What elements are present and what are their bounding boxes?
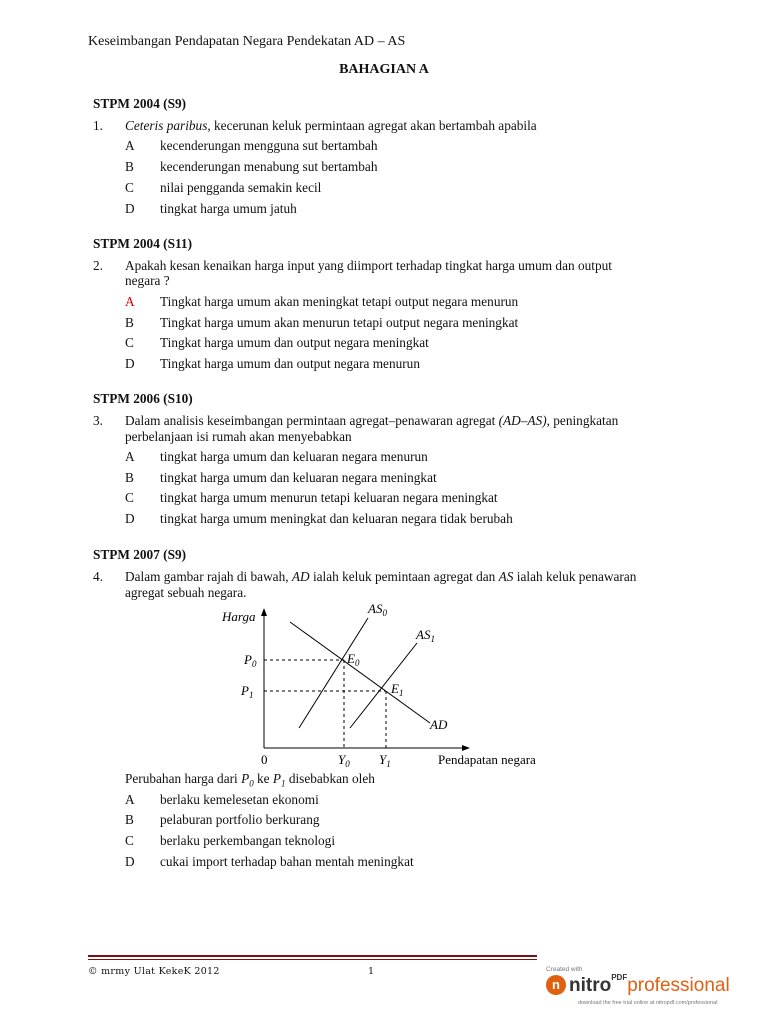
y-axis-label: Harga (222, 609, 256, 624)
option-letter: A (125, 449, 135, 464)
ad-as-diagram (210, 598, 570, 770)
option-letter: B (125, 159, 134, 174)
nitro-brand: nitro (569, 975, 612, 996)
question-followup (125, 771, 375, 789)
y1-letter: Y (379, 752, 387, 767)
y1-subscript: 1 (386, 759, 391, 769)
question-number: 2. (93, 258, 103, 273)
x-axis-arrow (462, 745, 470, 751)
question-text: negara ? (125, 273, 170, 288)
option-text: tingkat harga umum jatuh (160, 201, 297, 216)
followup-p1 (272, 771, 286, 789)
as0-curve (299, 618, 368, 728)
option-text: Tingkat harga umum akan meningkat tetapi output negara menurun (160, 294, 519, 309)
p1-letter: P (241, 683, 249, 698)
as1-letters: AS (416, 627, 431, 642)
as1-label (415, 627, 435, 644)
ad-curve (290, 622, 430, 723)
as1-curve (350, 643, 417, 728)
as0-letters: AS (368, 601, 383, 616)
question-number: 3. (93, 413, 103, 428)
option-text: kecenderungan menabung sut bertambah (160, 159, 378, 174)
question-text-part: ialah keluk pemintaan agregat dan (309, 569, 499, 584)
option-letter: D (125, 356, 135, 371)
option-letter-highlighted: A (125, 294, 135, 309)
option-text: tingkat harga umum dan keluaran negara meningkat (160, 470, 437, 485)
option-text: tingkat harga umum meningkat dan keluaran negara tidak berubah (160, 511, 513, 526)
question-text-part: Dalam analisis keseimbangan permintaan agregat–penawaran agregat (125, 413, 499, 428)
y-axis-arrow (261, 608, 267, 616)
question-text (125, 569, 636, 585)
as0-subscript: 0 (382, 608, 387, 618)
option-text: Tingkat harga umum dan output negara menurun (160, 356, 420, 371)
option-text: cukai import terhadap bahan mentah meningkat (160, 854, 414, 869)
question-source: STPM 2007 (S9) (93, 547, 187, 562)
e0-letter: E (347, 651, 355, 666)
followup-part: ke (253, 771, 273, 786)
question-text-italic: Ceteris paribus (125, 118, 208, 133)
as1-subscript: 1 (430, 634, 435, 644)
y1-label (379, 752, 391, 769)
y0-subscript: 0 (345, 759, 350, 769)
option-text: tingkat harga umum dan keluaran negara menurun (160, 449, 428, 464)
option-letter: B (125, 470, 134, 485)
running-header: Keseimbangan Pendapatan Negara Pendekatan AD – AS (88, 34, 406, 49)
question-text: perbelanjaan isi rumah akan menyebabkan (125, 429, 352, 444)
nitro-logo (546, 975, 730, 997)
y0-label (338, 752, 350, 769)
option-letter: B (125, 315, 134, 330)
followup-p1-sub: 1 (281, 778, 286, 789)
followup-p1-letter: P (272, 771, 282, 786)
option-text: nilai pengganda semakin kecil (160, 180, 322, 195)
question-source: STPM 2006 (S10) (93, 391, 193, 406)
option-text: berlaku perkembangan teknologi (160, 833, 336, 848)
question-text-italic: AS (498, 569, 514, 584)
option-letter: D (125, 511, 135, 526)
option-letter: C (125, 335, 134, 350)
p0-label (243, 652, 257, 669)
p1-subscript: 1 (248, 690, 254, 700)
x-axis-label: Pendapatan negara (438, 752, 536, 767)
option-text: Tingkat harga umum akan menurun tetapi output negara meningkat (160, 315, 519, 330)
option-text: tingkat harga umum menurun tetapi keluaran negara meningkat (160, 490, 498, 505)
e1-label (390, 681, 403, 698)
question-text (125, 413, 618, 429)
as0-label (367, 601, 387, 618)
option-letter: D (125, 854, 135, 869)
p0-letter: P (244, 652, 252, 667)
footer-copyright: © mrmy Ulat KekeK 2012 (88, 966, 220, 977)
question-text-italic: AD (291, 569, 310, 584)
option-text: berlaku kemelesetan ekonomi (160, 792, 319, 807)
question-text-part: ialah keluk penawaran (513, 569, 637, 584)
nitro-product: professional (627, 975, 730, 996)
ad-label: AD (430, 717, 448, 732)
option-letter: D (125, 201, 135, 216)
y0-letter: Y (338, 752, 346, 767)
option-letter: A (125, 138, 135, 153)
option-letter: B (125, 812, 134, 827)
watermark-tagline: download the free trial online at nitropdf.com/professional (578, 1000, 718, 1006)
nitro-icon: n (546, 975, 566, 995)
question-text-italic: (AD–AS) (498, 413, 547, 428)
option-text: pelaburan portfolio berkurang (160, 812, 320, 827)
p0-subscript: 0 (251, 659, 257, 669)
followup-p0 (241, 771, 254, 789)
followup-part: Perubahan harga dari (125, 771, 242, 786)
question-source: STPM 2004 (S11) (93, 236, 192, 251)
question-text: agregat sebuah negara. (125, 585, 247, 600)
e0-label (346, 651, 360, 668)
e1-subscript: 1 (398, 688, 404, 698)
section-title: BAHAGIAN A (339, 62, 429, 77)
question-text (125, 118, 537, 134)
footer-rule-thin (88, 959, 537, 960)
e1-letter: E (391, 681, 399, 696)
option-text: Tingkat harga umum dan output negara meningkat (160, 335, 429, 350)
watermark-created-with: Created with (546, 966, 583, 973)
p1-label (240, 683, 253, 700)
footer-rule-thick (88, 955, 537, 957)
option-letter: C (125, 833, 134, 848)
nitro-pdf-sup: PDF (611, 973, 628, 982)
e0-subscript: 0 (354, 658, 360, 668)
option-letter: C (125, 180, 134, 195)
question-text: Apakah kesan kenaikan harga input yang diimport terhadap tingkat harga umum dan output (125, 258, 612, 273)
question-text-part: , peningkatan (546, 413, 619, 428)
option-letter: C (125, 490, 134, 505)
option-letter: A (125, 792, 135, 807)
page-number: 1 (368, 966, 375, 977)
followup-p0-letter: P (241, 771, 250, 786)
question-number: 1. (93, 118, 103, 133)
question-text-part: Dalam gambar rajah di bawah, (125, 569, 292, 584)
option-text: kecenderungan mengguna sut bertambah (160, 138, 378, 153)
origin-label: 0 (261, 752, 268, 767)
question-text-rest: , kecerunan keluk permintaan agregat akan bertambah apabila (207, 118, 537, 133)
question-number: 4. (93, 569, 103, 584)
followup-p0-sub: 0 (249, 778, 254, 789)
question-source: STPM 2004 (S9) (93, 96, 187, 111)
followup-part: disebabkan oleh (285, 771, 375, 786)
